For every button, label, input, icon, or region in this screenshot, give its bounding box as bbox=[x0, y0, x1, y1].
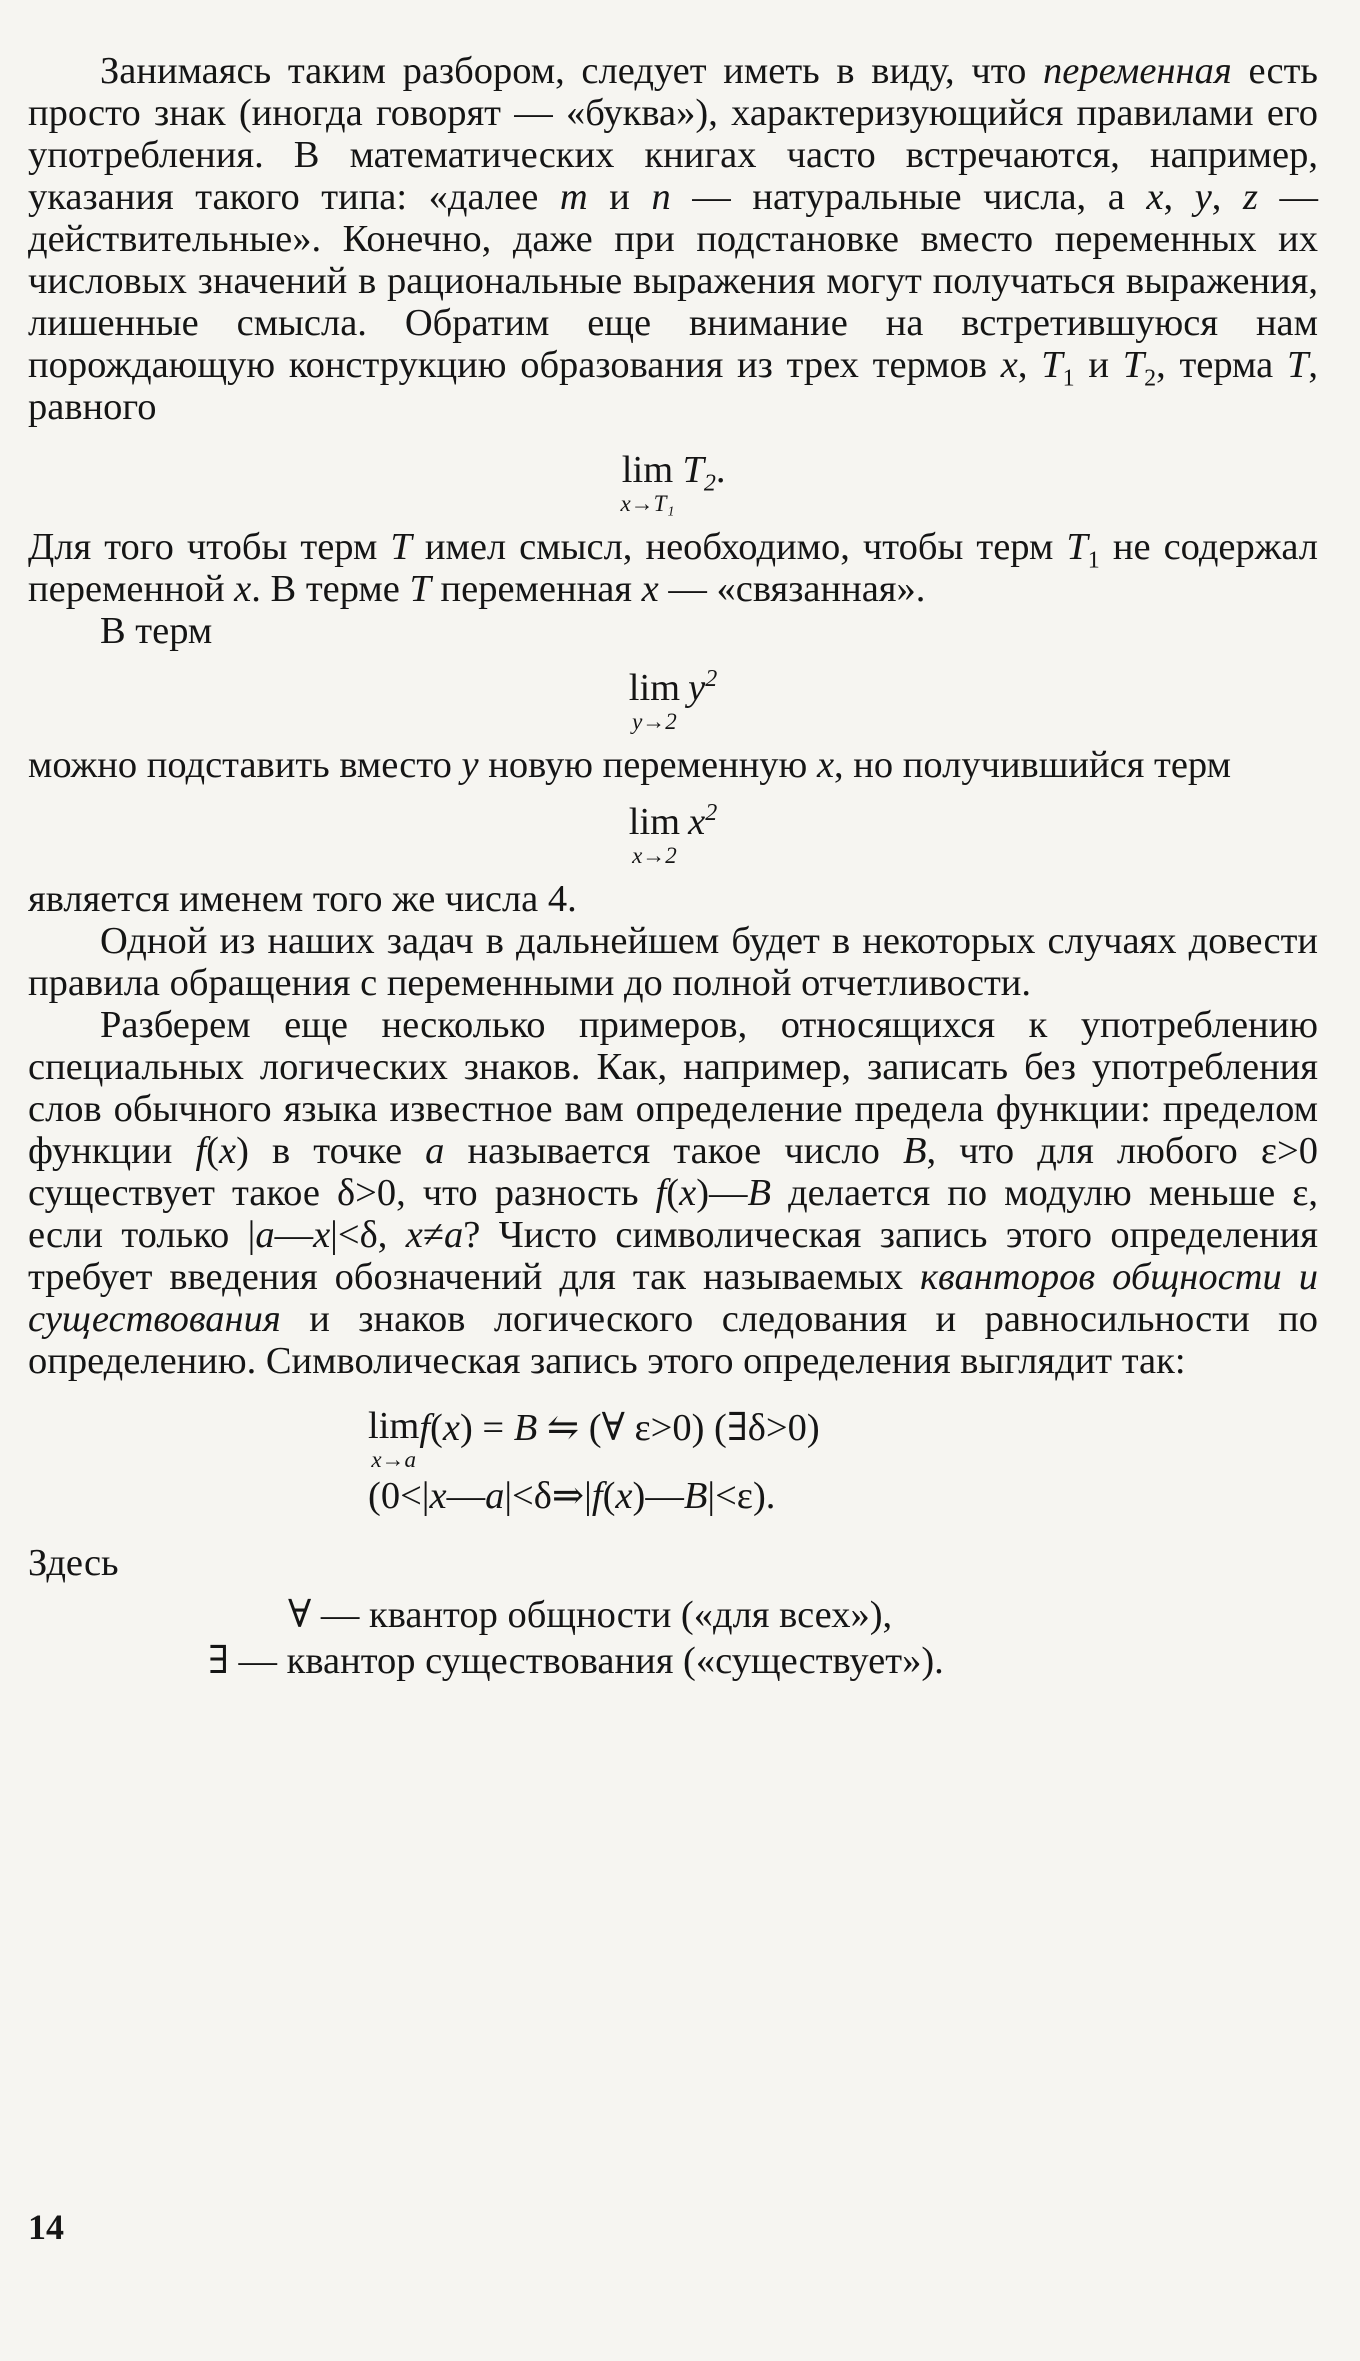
paragraph-limit-definition: Разберем еще несколько примеров, относящихся к употреблению специальных логических знаков. Как, например, записать без употребления слов обычного языка известное вам определение предела функции: пределом функции f(x) в точке a называется такое число B, что для любого ε>0 существует такое δ>0, что разность f(x)—B делается по модулю меньше ε, если только |a—x|<δ, x≠a? Чисто символическая запись этого определения требует введения обозначений для так называемых кванторов общности и существования и знаков логического следования и равносильности по определению. Символическая запись этого определения выглядит так: bbox=[28, 1004, 1319, 1382]
formula-lim-T2 bbox=[28, 448, 1318, 516]
quantifier-forall: ∀ — квантор общности («для всех»), bbox=[288, 1594, 893, 1636]
lim-operator: lim bbox=[368, 1405, 420, 1447]
paragraph-v-term: В терм bbox=[100, 610, 213, 652]
lim-subscript: x→2 bbox=[632, 843, 677, 868]
lim-subscript: x→T₁ bbox=[620, 491, 675, 516]
paragraph-term-meaning: Для того чтобы терм T имел смысл, необходимо, чтобы терм $T_1$ не содержал переменной x. В терме T переменная x — «связанная». bbox=[28, 526, 1318, 610]
quantifier-list bbox=[28, 1592, 1318, 1684]
lim-subscript: y→2 bbox=[632, 709, 677, 734]
lim-expression: $y^2$ bbox=[688, 666, 718, 709]
lim-operator: lim bbox=[628, 667, 681, 709]
page-text bbox=[28, 50, 1318, 1684]
paragraph-tasks: Одной из наших задач в дальнейшем будет в некоторых случаях довести правила обращения с переменными до полной отчетливости. bbox=[28, 920, 1318, 1004]
lim-subscript: x→a bbox=[371, 1447, 417, 1472]
page-number: 14 bbox=[28, 2207, 64, 2247]
definition-line-1: f(x) = B ⇋ (∀ ε>0) (∃δ>0) bbox=[419, 1407, 820, 1449]
paragraph-here: Здесь bbox=[28, 1542, 119, 1584]
definition-line-2: (0<|x—a|<δ⇒|f(x)—B|<ε). bbox=[368, 1475, 776, 1517]
quantifier-exists: ∃ — квантор существования («существует»). bbox=[208, 1640, 944, 1682]
lim-expression: $x^2$ bbox=[688, 800, 718, 843]
formula-lim-x2 bbox=[28, 800, 1318, 868]
paragraph-same-number: является именем того же числа 4. bbox=[28, 878, 577, 920]
formula-lim-y2 bbox=[28, 666, 1318, 734]
lim-expression: $T_2$. bbox=[682, 449, 726, 497]
lim-operator: lim bbox=[628, 801, 681, 843]
paragraph-variables: Занимаясь таким разбором, следует иметь в виду, что переменная есть просто знак (иногда говорят — «буква»), характеризующийся правилами его употребления. В математических книгах часто встречаются, например, указания такого типа: «далее m и n — натуральные числа, а x, y, z — действительные». Конечно, даже при подстановке вместо переменных их числовых значений в рациональные выражения могут получаться выражения, лишенные смысла. Обратим еще внимание на встретившуюся нам порождающую конструкцию образования из трех термов x, $T_1$ и $T_2$, терма T, равного bbox=[28, 50, 1319, 428]
formula-limit-definition bbox=[28, 1404, 1318, 1520]
lim-operator: lim bbox=[621, 449, 674, 491]
paragraph-substitute: можно подставить вместо y новую переменную x, но получившийся терм bbox=[28, 744, 1231, 786]
